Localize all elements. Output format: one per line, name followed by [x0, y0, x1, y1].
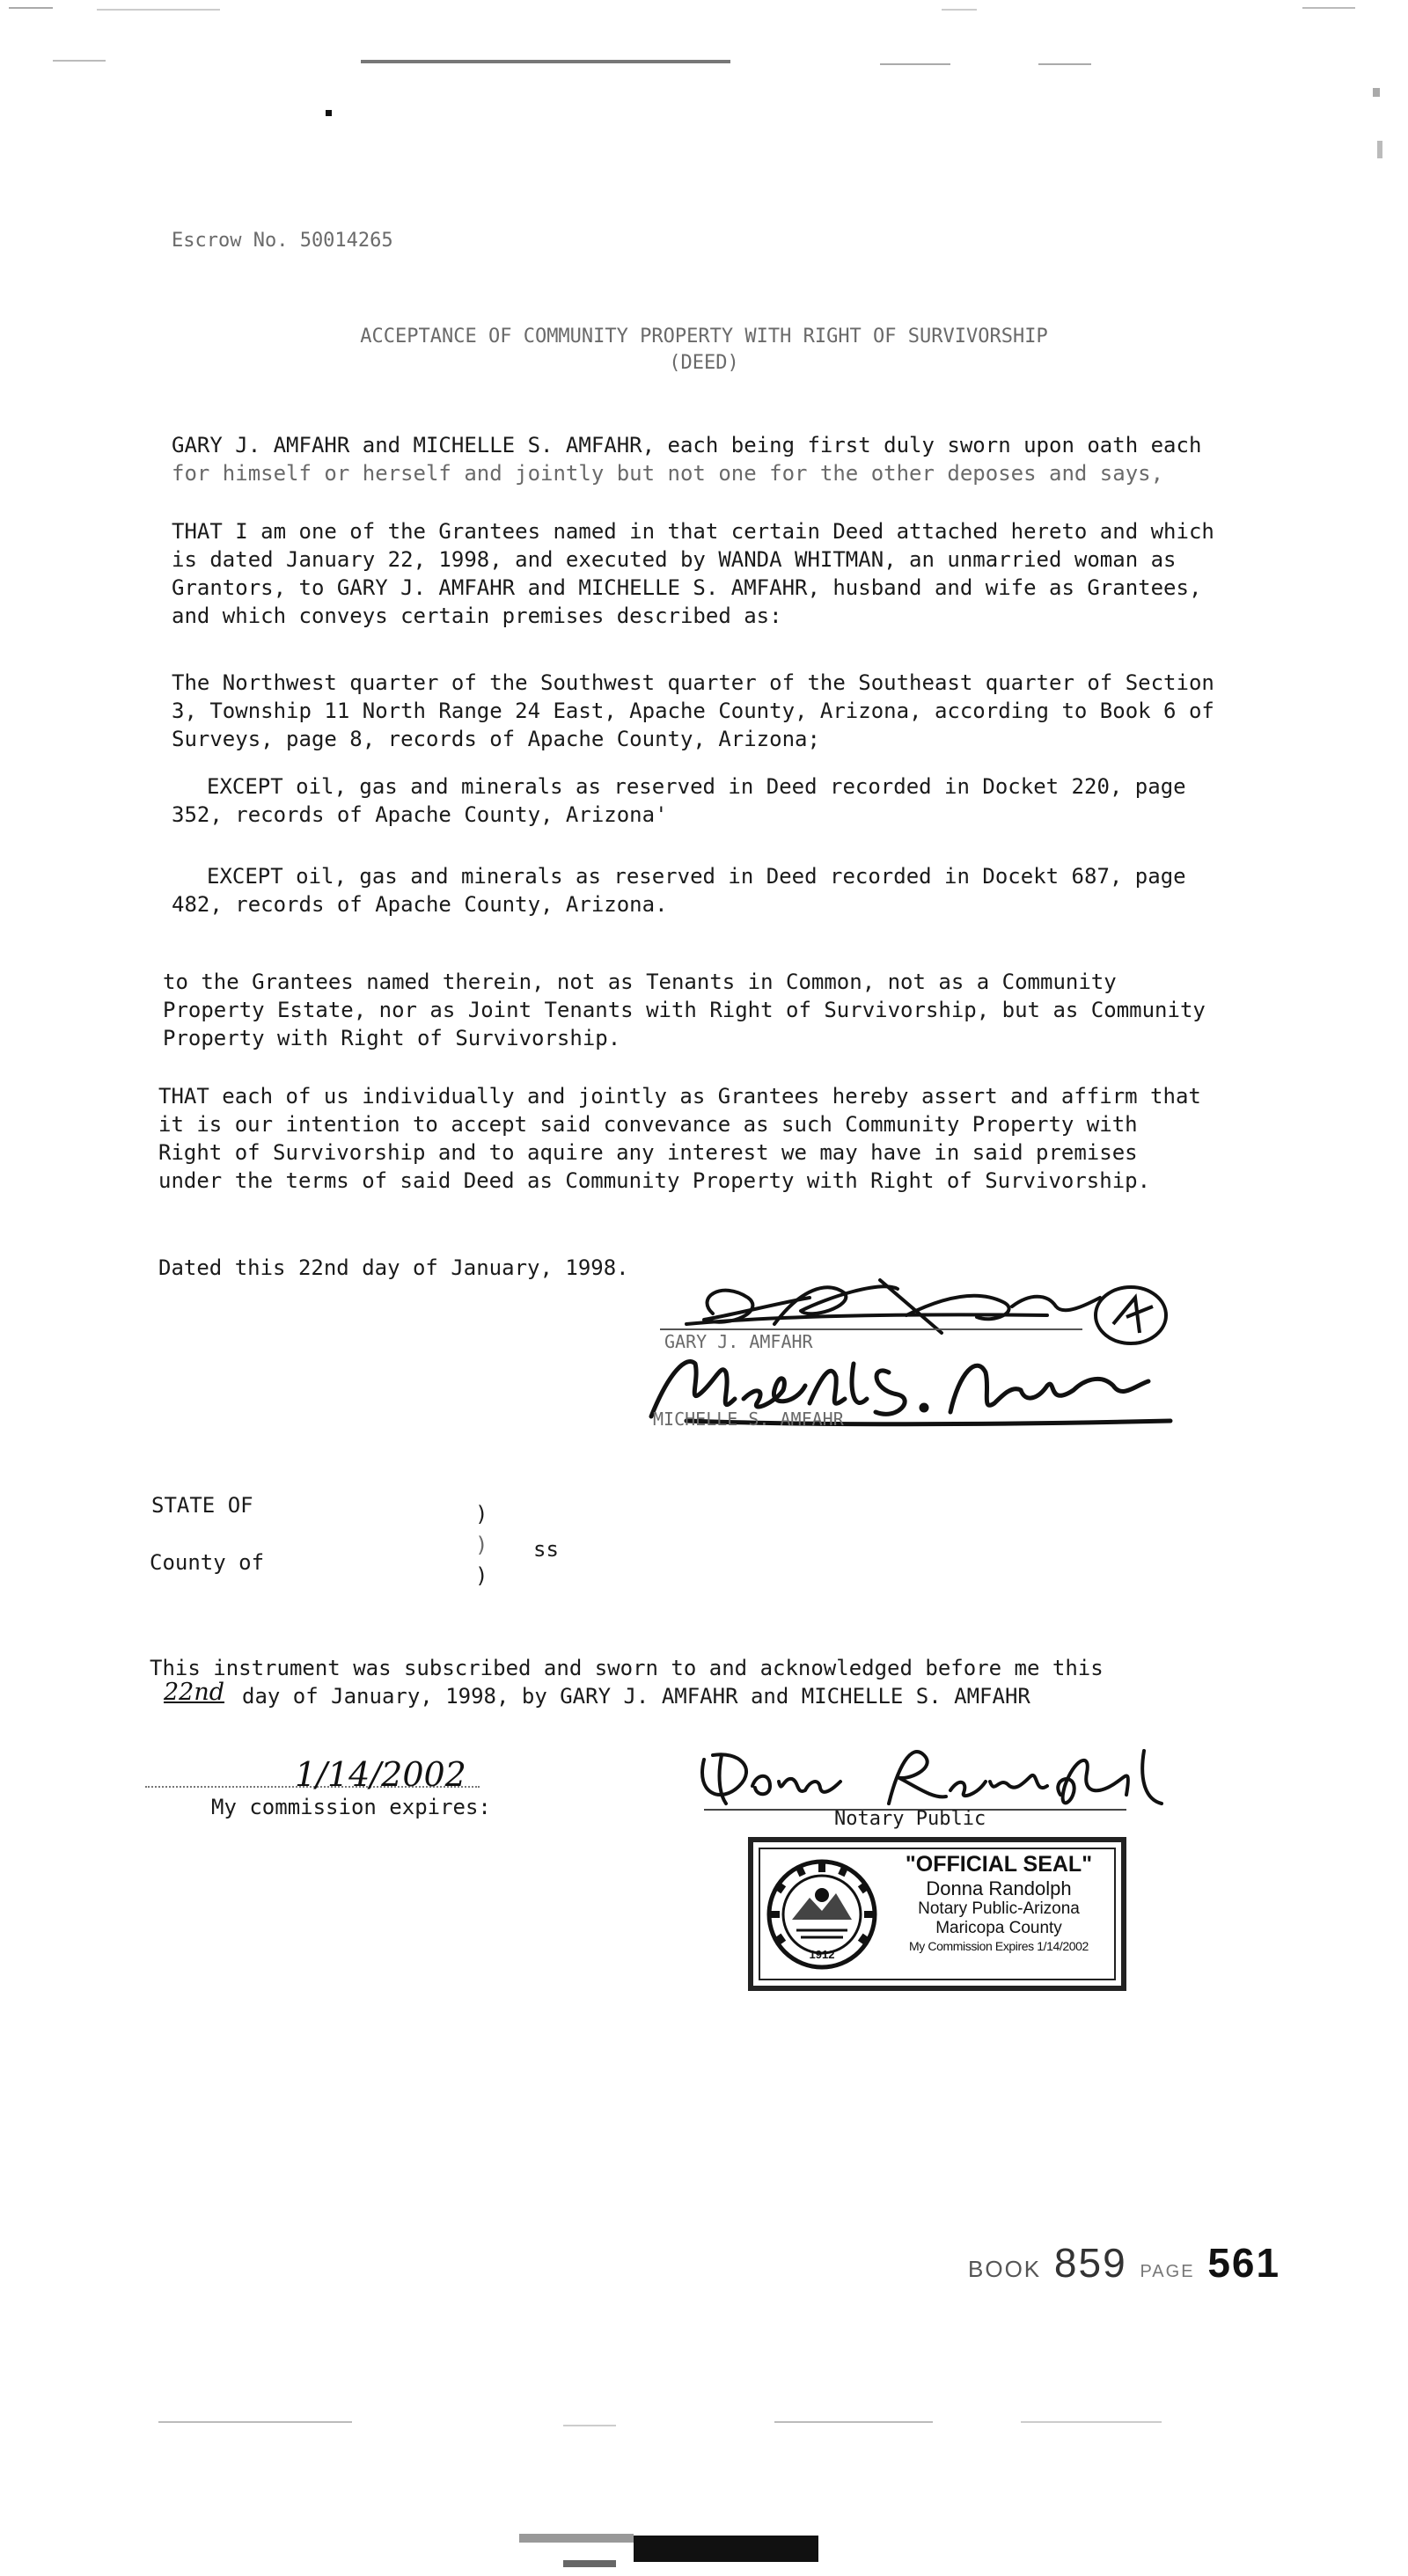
- scan-artifact: [9, 7, 53, 9]
- seal-county: Maricopa County: [935, 1919, 1062, 1937]
- statement-line: THAT I am one of the Grantees named in that certain Deed attached hereto and which: [172, 519, 1214, 544]
- book-prefix: BOOK: [968, 2256, 1042, 2282]
- acknowledgment-day-handwritten: 22nd: [164, 1679, 225, 1706]
- affirmation-line: THAT each of us individually and jointly as Grantees hereby assert and affirm that: [158, 1084, 1201, 1109]
- seal-expiration: My Commission Expires 1/14/2002: [909, 1939, 1089, 1953]
- notary-public-label: Notary Public: [834, 1808, 986, 1830]
- scan-artifact: [361, 60, 730, 63]
- intro-line: GARY J. AMFAHR and MICHELLE S. AMFAHR, each being first duly sworn upon oath each: [172, 433, 1202, 457]
- legal-line: Surveys, page 8, records of Apache County, Arizona;: [172, 727, 820, 751]
- scan-artifact: [1302, 7, 1355, 9]
- page-prefix: PAGE: [1140, 2262, 1195, 2281]
- ss-label: ss: [533, 1537, 559, 1562]
- arizona-state-seal-emblem: [766, 1858, 878, 1971]
- exception-line: 482, records of Apache County, Arizona.: [172, 892, 668, 917]
- scan-artifact: [1021, 2421, 1162, 2423]
- scan-artifact: [326, 110, 332, 116]
- legal-line: The Northwest quarter of the Southwest quarter of the Southeast quarter of Section: [172, 670, 1214, 695]
- seal-notary-name: Donna Randolph: [926, 1877, 1072, 1899]
- scan-artifact: [53, 60, 106, 62]
- affirmation-line: it is our intention to accept said convevance as such Community Property with: [158, 1112, 1138, 1137]
- signer-michelle-label: MICHELLE S. AMFAHR: [653, 1409, 844, 1430]
- paren: ): [475, 1502, 488, 1526]
- seal-text-block: [884, 1851, 1114, 1954]
- seal-notary-title: Notary Public-Arizona: [918, 1899, 1080, 1918]
- scan-artifact: [1377, 141, 1382, 158]
- scan-artifact: [519, 2534, 634, 2543]
- acknowledgment-line-1: This instrument was subscribed and sworn to and acknowledged before me this: [150, 1656, 1104, 1680]
- page-number: 561: [1207, 2240, 1281, 2286]
- exception-paragraph-1: [172, 772, 1307, 829]
- statement-line: is dated January 22, 1998, and executed by WANDA WHITMAN, an unmarried woman as: [172, 547, 1177, 572]
- statement-line: Grantors, to GARY J. AMFAHR and MICHELLE S. AMFAHR, husband and wife as Grantees,: [172, 575, 1202, 600]
- recording-reference: [968, 2239, 1280, 2287]
- scan-artifact: [158, 2421, 352, 2423]
- acknowledgment-line-2: day of January, 1998, by GARY J. AMFAHR and MICHELLE S. AMFAHR: [242, 1684, 1030, 1709]
- paren: ): [475, 1563, 488, 1588]
- scan-artifact: [774, 2421, 933, 2423]
- commission-date-handwritten: 1/14/2002: [295, 1755, 466, 1794]
- affirmation-paragraph: [158, 1082, 1294, 1195]
- scan-artifact: [1373, 88, 1380, 97]
- exception-line: EXCEPT oil, gas and minerals as reserved in Deed recorded in Docekt 687, page: [207, 864, 1186, 889]
- scan-artifact: [942, 9, 977, 11]
- scan-artifact: [634, 2536, 818, 2562]
- statement-line: and which conveys certain premises described as:: [172, 604, 782, 628]
- scan-artifact: [563, 2425, 616, 2426]
- tenancy-line: Property Estate, nor as Joint Tenants with Right of Survivorship, but as Community: [163, 998, 1206, 1022]
- title-line-1: ACCEPTANCE OF COMMUNITY PROPERTY WITH RIGHT OF SURVIVORSHIP: [360, 326, 1048, 348]
- exception-line: 352, records of Apache County, Arizona': [172, 802, 668, 827]
- intro-paragraph: [172, 431, 1307, 487]
- seal-year: 1912: [809, 1948, 835, 1961]
- exception-paragraph-2: [172, 862, 1307, 918]
- escrow-number: Escrow No. 50014265: [172, 230, 393, 252]
- dated-line: Dated this 22nd day of January, 1998.: [158, 1255, 629, 1280]
- grantee-statement-paragraph: [172, 517, 1307, 630]
- scan-artifact: [563, 2560, 616, 2567]
- scan-artifact: [97, 9, 220, 11]
- seal-official-label: "OFFICIAL SEAL": [905, 1852, 1093, 1877]
- legal-line: 3, Township 11 North Range 24 East, Apache County, Arizona, according to Book 6 of: [172, 699, 1214, 723]
- document-title: [0, 324, 1408, 377]
- tenancy-paragraph: [163, 968, 1298, 1052]
- title-line-2: (DEED): [669, 352, 739, 374]
- affirmation-line: Right of Survivorship and to aquire any interest we may have in said premises: [158, 1140, 1138, 1165]
- paren: ): [475, 1533, 488, 1557]
- signature-line-1: [660, 1328, 1082, 1330]
- tenancy-line: Property with Right of Survivorship.: [163, 1026, 621, 1050]
- state-of-label: STATE OF: [151, 1493, 253, 1518]
- legal-description-paragraph: [172, 669, 1307, 753]
- signer-gary-label: GARY J. AMFAHR: [664, 1331, 813, 1352]
- official-notary-seal: [748, 1837, 1126, 1991]
- county-of-label: County of: [150, 1550, 265, 1575]
- exception-line: EXCEPT oil, gas and minerals as reserved in Deed recorded in Docket 220, page: [207, 774, 1186, 799]
- commission-expires-label: My commission expires:: [211, 1795, 491, 1819]
- tenancy-line: to the Grantees named therein, not as Tenants in Common, not as a Community: [163, 970, 1117, 994]
- book-number: 859: [1053, 2240, 1127, 2286]
- intro-line: for himself or herself and jointly but not one for the other deposes and says,: [172, 461, 1164, 486]
- scan-artifact: [1038, 63, 1091, 65]
- affirmation-line: under the terms of said Deed as Community Property with Right of Survivorship.: [158, 1168, 1151, 1193]
- scan-artifact: [880, 63, 950, 65]
